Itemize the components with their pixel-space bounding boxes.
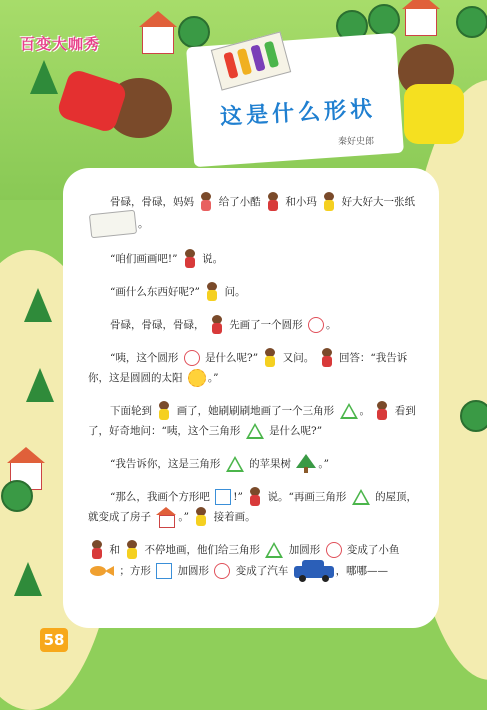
story-author: 秦好史郎 — [338, 137, 375, 147]
square-shape-icon — [215, 489, 231, 505]
paragraph-7 — [88, 454, 424, 474]
bear-red-icon — [375, 401, 389, 421]
pine-tree-decoration — [26, 368, 54, 402]
text-segment: 。 — [359, 405, 371, 417]
crayon-red — [223, 52, 238, 79]
text-segment: 和 — [109, 544, 120, 556]
text-segment: 画了，她刷刷刷地画了一个三角形 — [176, 405, 335, 417]
text-segment: 接着画。 — [213, 511, 256, 523]
triangle-shape-icon — [352, 489, 370, 505]
bear-red-icon — [183, 249, 197, 269]
text-segment: 说。“再画三角形 — [267, 491, 347, 503]
bear-red-icon — [266, 192, 280, 212]
paragraph-9 — [88, 540, 424, 582]
bear-yellow-icon — [322, 192, 336, 212]
bear-yellow-icon — [125, 540, 139, 560]
circle-shape-icon — [184, 350, 200, 366]
text-segment: “我告诉你，这是三角形 — [110, 458, 221, 470]
text-segment: 说。 — [202, 253, 224, 265]
triangle-shape-icon — [246, 423, 264, 439]
text-segment: 好大好大一张纸 — [341, 196, 416, 208]
sun-icon — [188, 369, 206, 387]
text-segment: 回答：“我告诉你，这是圆圆的太阳 — [88, 352, 408, 384]
tree-decoration — [1, 480, 33, 512]
apple-tree-icon — [296, 454, 316, 474]
story-title: 这是什么形状 — [219, 96, 377, 131]
paragraph-3 — [88, 282, 424, 302]
pine-tree-decoration — [14, 562, 42, 596]
bear-yellow-icon — [263, 348, 277, 368]
page-number: 58 — [40, 628, 68, 652]
text-segment: 下面轮到 — [110, 405, 152, 417]
fish-icon — [90, 565, 114, 577]
circle-shape-icon — [326, 542, 342, 558]
bear-red-icon — [320, 348, 334, 368]
paragraph-6 — [88, 401, 424, 441]
text-segment: 骨碌，骨碌，妈妈 — [110, 196, 194, 208]
text-segment: 骨碌，骨碌，骨碌， — [110, 319, 205, 331]
paper-sheet-icon — [89, 210, 137, 239]
tree-decoration — [368, 4, 400, 36]
triangle-shape-icon — [340, 403, 358, 419]
paragraph-1 — [88, 192, 424, 236]
pine-tree-decoration — [30, 60, 58, 94]
text-segment: 。 — [326, 319, 337, 331]
bear-yellow-icon — [194, 507, 208, 527]
text-segment: 。” — [318, 458, 330, 470]
pine-tree-decoration — [24, 288, 52, 322]
tree-decoration — [178, 16, 210, 48]
text-segment: 是什么呢?” — [205, 352, 259, 364]
bear-dress-yellow — [404, 84, 464, 144]
text-segment: 。” — [207, 372, 219, 384]
text-segment: 看到了，好奇地问：“咦，这个三角形 — [88, 405, 416, 437]
text-segment: 不停地画，他们给三角形 — [144, 544, 261, 556]
text-segment: 和小玛 — [285, 196, 317, 208]
house-icon — [156, 507, 176, 527]
text-segment: 问。 — [224, 286, 246, 298]
text-segment: 变成了小鱼 — [346, 544, 400, 556]
triangle-shape-icon — [226, 456, 244, 472]
house-decoration — [142, 26, 174, 54]
bear-red-icon — [248, 487, 262, 507]
circle-shape-icon — [308, 317, 324, 333]
text-segment: “画什么东西好呢?” — [110, 286, 200, 298]
text-segment: 加圆形 — [288, 544, 321, 556]
paragraph-5 — [88, 348, 424, 388]
text-segment: 先画了一个圆形 — [229, 319, 303, 331]
mother-bear-icon — [199, 192, 213, 212]
tree-decoration — [456, 6, 487, 38]
text-segment: 的苹果树 — [249, 458, 292, 470]
brand-logo: 百变大咖秀 — [20, 35, 101, 53]
bear-yellow-icon — [157, 401, 171, 421]
paragraph-8 — [88, 487, 424, 527]
text-segment: 变成了汽车 — [235, 565, 289, 577]
text-segment: 加圆形 — [177, 565, 210, 577]
paragraph-2 — [88, 249, 424, 269]
crayon-green — [264, 41, 279, 68]
text-segment: 给了小酷 — [218, 196, 261, 208]
text-segment: !” — [233, 491, 243, 503]
text-segment: ；方形 — [119, 565, 151, 577]
circle-shape-icon — [214, 563, 230, 579]
crayon-purple — [250, 44, 265, 71]
story-body — [88, 192, 424, 595]
text-segment: 。 — [138, 218, 149, 230]
text-segment: “咦，这个圆形 — [110, 352, 179, 364]
tree-decoration — [460, 400, 487, 432]
paragraph-4 — [88, 315, 424, 335]
triangle-shape-icon — [265, 542, 283, 558]
square-shape-icon — [156, 563, 172, 579]
car-icon — [294, 560, 334, 582]
text-segment: 。” — [178, 511, 189, 523]
crayon-orange — [237, 48, 252, 75]
bear-yellow-icon — [205, 282, 219, 302]
text-segment: 又问。 — [282, 352, 315, 364]
text-segment: 的屋顶，就变成了房子 — [88, 491, 418, 523]
house-decoration — [405, 8, 437, 36]
bear-red-icon — [210, 315, 224, 335]
text-segment: ，哪哪—— — [335, 565, 389, 577]
text-segment: “那么，我画个方形吧 — [110, 491, 210, 503]
text-segment: “咱们画画吧!” — [110, 253, 178, 265]
text-segment: 是什么呢?” — [269, 425, 323, 437]
bear-red-icon — [90, 540, 104, 560]
